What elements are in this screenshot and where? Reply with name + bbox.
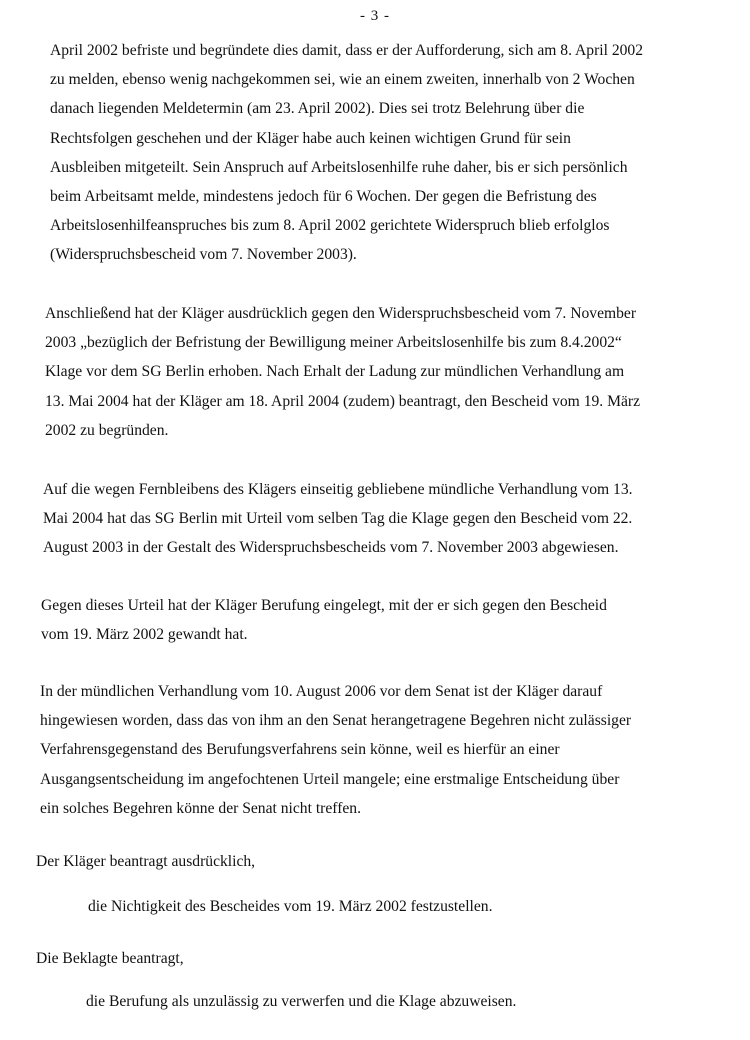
- paragraph-klage: [45, 299, 640, 445]
- text-line: Ausbleiben mitgeteilt. Sein Anspruch auf Arbeitslosenhilfe ruhe daher, bis er sich persönlich: [50, 158, 628, 176]
- text-line: 2003 „bezüglich der Befristung der Bewilligung meiner Arbeitslosenhilfe bis zum 8.4.2002“: [45, 334, 622, 352]
- text-line: Mai 2004 hat das SG Berlin mit Urteil vom selben Tag die Klage gegen den Bescheid vom 22.: [43, 510, 633, 528]
- text-line: Rechtsfolgen geschehen und der Kläger habe auch keinen wichtigen Grund für sein: [50, 129, 571, 147]
- text-line: 2002 zu begründen.: [45, 421, 169, 439]
- text-line: Arbeitslosenhilfeanspruches bis zum 8. April 2002 gerichtete Widerspruch blieb erfolglos: [50, 217, 610, 235]
- text-line: hingewiesen worden, dass das von ihm an den Senat herangetragene Begehren nicht zulässiger: [40, 712, 632, 730]
- text-line: Die Beklagte beantragt,: [36, 950, 184, 967]
- text-line: April 2002 befriste und begründete dies damit, dass er der Aufforderung, sich am 8. April 2002: [50, 42, 644, 59]
- text-line: die Nichtigkeit des Bescheides vom 19. März 2002 festzustellen.: [88, 898, 493, 915]
- text-line: 13. Mai 2004 hat der Kläger am 18. April 2004 (zudem) beantragt, den Bescheid vom 19. März: [45, 392, 640, 410]
- text-line: die Berufung als unzulässig zu verwerfen und die Klage abzuweisen.: [86, 993, 517, 1010]
- text-line: (Widerspruchsbescheid vom 7. November 2003).: [50, 246, 357, 264]
- paragraph-antrag-klaeger: [36, 847, 255, 876]
- text-line: Ausgangsentscheidung im angefochtenen Urteil mangele; eine erstmalige Entscheidung über: [40, 770, 620, 788]
- text-line: ein solches Begehren könne der Senat nicht treffen.: [40, 799, 362, 817]
- text-line: vom 19. März 2002 gewandt hat.: [41, 626, 248, 644]
- text-line: August 2003 in der Gestalt des Widerspruchsbescheids vom 7. November 2003 abgewiesen.: [43, 539, 619, 557]
- paragraph-antrag-beklagte-inhalt: [86, 987, 516, 1016]
- paragraph-meldetermin: [50, 36, 643, 270]
- text-line: Klage vor dem SG Berlin erhoben. Nach Erhalt der Ladung zur mündlichen Verhandlung am: [45, 363, 625, 381]
- paragraph-antrag-klaeger-inhalt: [88, 892, 492, 921]
- text-line: Verfahrensgegenstand des Berufungsverfahrens sein könne, weil es hierfür an einer: [40, 741, 560, 759]
- page-number: - 3 -: [360, 8, 390, 24]
- text-line: Der Kläger beantragt ausdrücklich,: [36, 853, 256, 870]
- paragraph-antrag-beklagte: [36, 944, 184, 973]
- text-line: zu melden, ebenso wenig nachgekommen sei, wie an einem zweiten, innerhalb von 2 Wochen: [50, 71, 635, 89]
- paragraph-berufung: [41, 591, 607, 649]
- text-line: Auf die wegen Fernbleibens des Klägers einseitig gebliebene mündliche Verhandlung vom 13.: [43, 481, 633, 498]
- text-line: danach liegenden Meldetermin (am 23. April 2002). Dies sei trotz Belehrung über die: [50, 100, 585, 118]
- text-line: beim Arbeitsamt melde, mindestens jedoch für 6 Wochen. Der gegen die Befristung des: [50, 188, 597, 206]
- paragraph-verhandlung: [40, 677, 631, 823]
- paragraph-urteil: [43, 475, 633, 563]
- text-line: Gegen dieses Urteil hat der Kläger Berufung eingelegt, mit der er sich gegen den Bescheid: [41, 597, 607, 614]
- text-line: Anschließend hat der Kläger ausdrücklich gegen den Widerspruchsbescheid vom 7. November: [45, 305, 637, 322]
- text-line: In der mündlichen Verhandlung vom 10. August 2006 vor dem Senat ist der Kläger darauf: [40, 683, 603, 700]
